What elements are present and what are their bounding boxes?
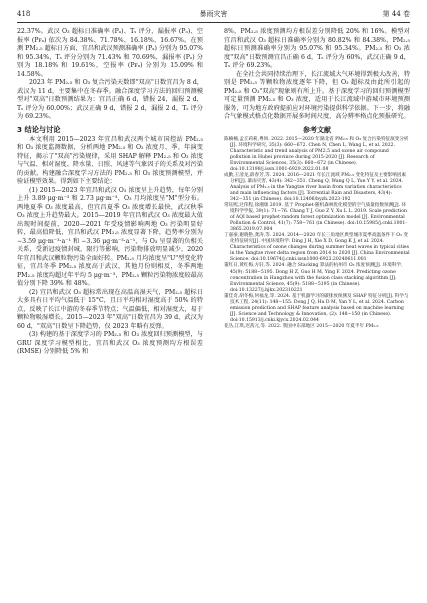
right-column bbox=[224, 28, 410, 330]
section-heading-conclusions: 3 结论与讨论 bbox=[17, 124, 61, 134]
conclusion-paragraph-1: (1) 2015—2023 年宜昌和武汉 O₃ 浓度呈上升趋势，每年分别上升 3.89 μg·m⁻³ 和 2.73 μg·m⁻³，O₃ 月均浓度呈"M"型分布。两地夏季 O₃ 浓度最高，但宜昌夏季 O₃ 浓度增长最快，武汉秋季 O₃ 浓度上升趋势最大。2015—2019 年宜昌和武汉 O₃ 浓度最大值出现时间提前，2020—2021 年受疫情影响两地 O₃ 污染明显好转，最高值降低，宜昌和武汉 PM₂.₅ 浓度显著下降，趋势率分别为 −3.59 μg·m⁻³·a⁻¹ 和 −3.36 μg·m⁻³·a⁻¹，与 O₃ 呈显著的负相关关系，受新冠疫情封城、限行等影响，污染物排放明显减少，2020 年宜昌和武汉颗粒物污染全面好转。PM₂.₅ 月均浓度呈"U"型变化特征，宜昌冬季 PM₂.₅ 浓度高于武汉，其他月份则相反，冬季两地 PM₂.₅ 浓度均超过年平均 5 μg·m⁻³，PM₂.₅ 颗粒污染物浓度较最高值分别下降 39% 和 48%。 bbox=[17, 186, 203, 287]
reference-list bbox=[224, 137, 410, 331]
reference-item: 花丛,江琪,迟茜元,等. 2022. 我国中东部地区 2015—2020 年夏半年 PM₂.₅ bbox=[224, 323, 379, 329]
volume-label: 第 44 卷 bbox=[382, 10, 410, 18]
reference-item: 常钰熙,过伟程,徐湘康 2019. 基于 Prophet-随机森林优化模型的空气质量指数预测[J]. 环境科学学报, 39(1): 71−76. Chang T J, Guo Z Y, Xu L L. 2019. Scale prediction of AQI based prophet-random forest optimization model [J]. Environmental Pollution & Control, 41(7): 758−761 (in Chinese). doi:10.15985/j.cnki.1001-3865.2019.07.004 bbox=[224, 203, 407, 233]
conclusion-paragraph-2: (2) 宜昌和武汉 O₃ 超标常出现在高温高湿天气，PM₂.₅ 超标日大多具有日平均气温低于 15°C，且日平均相对湿度高于 50% 的特点，反映了长江中游的冬春季节特点；气温偏低，相对湿度大，易于颗粒物吸湿增长。2015—2023 年"双高"日数宜昌为 39 d，武汉为 60 d，"双高"日数呈下降趋势，仅 2023 年略有反弹。 bbox=[17, 288, 203, 330]
conclusion-paragraph-intro: 本文利用 2015—2023 年宜昌和武汉两个城市国控站 PM₂.₅ 和 O₃ 浓度监测数据，分析两地 PM₂.₅ 和 O₃ 浓度月、季、年演变特征，揭示了"双高"污染规律，采用 SHAP 解释 PM₂.₅ 和 O₃ 浓度与气温、相对湿度、降水量、日照、风速等气象因子的关系及对污染的贡献，构建融合深度学习方法的 PM₂.₅ 和 O₃ 浓度预测模型，并验证模型效果。得到如下主要结论： bbox=[17, 135, 203, 185]
results-paragraph-1: 22.37%。武汉 O₃ 超标日准确率 (Pₐ)、Tₛ 评分、漏报率 (Pₒ)、空报率 (Pꜰₐ) 依次为 84.38%、71.78%、16.18%、16.67%。在预测 PM₂.₅ 超标日方面，宜昌和武汉预测准确率 (Pₐ) 分别为 95.07% 和 95.34%，Tₛ 评分分别为 71.43% 和 70.69%，漏报率 (Pₒ) 分别为 18.18% 和 19.61%，空报率 (Pꜰₐ) 分别为 15.09% 和 14.58%。 bbox=[17, 28, 203, 78]
reference-item: 董佳奇,胡冬梅,何福龙,等. 2024. 基于机器学习的碳排放预测及 SHAP 特征分析[J]. 科学与技术工程, 24(11): 148−155. Dong J Q, Hu D M, Yan Y L, et al. 2024. Carbon emission prediction and SHAP feature analysis based on machine learning [J]. Science and Technology & Innovation, (2): 148−150 (in Chinese). doi:10.15913/j.cnki.kjycx.2024.02.044 bbox=[224, 293, 409, 323]
reference-item: 丁嘉豪,谢晓艳,龚涛,等. 2024. 2014—2020 年长三角地区典型城市夏季高温条件下 O₃ 变化特征研究[J]. 中国环境科学. Ding J H, Xie X D, Gong K J, et al. 2024. Characteristics of ozone changes during summer heat waves in typical cities in the Yangtze river delta region from 2014 to 2020 [J]. China Environmental Science. doi:10.19674/j.cnki.issn1000-6923.20240611.001 bbox=[224, 233, 410, 263]
journal-title: 暴雨灾害 bbox=[199, 10, 228, 18]
references-heading: 参考文献 bbox=[303, 125, 331, 134]
discussion-paragraph: 在全社会共同持续治理下，长江流域大气环境得到极大改善，特别是 PM₂.₅ 等颗粒物浓度逐年下降，但 O₃ 超标及由此所引起的 PM₂.₅ 和 O₃"双高"现象则有所上升。基于深度学习的回归预测模型可定量预测 PM₂.₅ 和 O₃ 浓度，适用于长江流域中游城市环境预测服务，可为地方政府提前应对环境污染提供科学依据。下一步，将融合气象模式格点化数据开展多时间尺度、高分辨率格点化预报研究。 bbox=[224, 70, 410, 120]
reference-item: 陈楠楠,孟丘莉莉,粤斑. 2022. 2015—2020 年湖北省 PM₂.₅ 和 O₃ 复合污染特征演变分析[J]. 环境科学研究, 35(3): 660−672. Chen N, Chen L, Wang L, et al. 2022. Characteristic and trend analysis of PM2.5 and ozone air compound pollution in Hubei province during 2015-2020 [J]. Research of Environmental Sciences, 35(3): 660−672 (in Chinese). doi:10.13198/j.issn.1001-6929.2022.01.08 bbox=[224, 136, 409, 172]
reference-item: 董红日,黄红梅,方轩,等. 2024. 融合 Stacking 算法的杭州市 O₃ 浓度预测[J]. 环境科学, 45(9): 5188−5195. Dong H Z, Guo H M, Ying F. 2024. Predicting ozone concentration in Hangzhou with the fusion class stacking algorithm [J]. Environmental Science, 45(9): 5188−5195 (in Chinese). doi:10.13227/j.hjkx.202310221 bbox=[224, 263, 403, 293]
page-number: 418 bbox=[17, 10, 31, 18]
conclusion-paragraph-3-continued: 8%，PM₂.₅ 浓度预测均方根误差分别降低 20% 和 16%。模型对宜昌和武汉 O₃ 超标日准确率分别为 80.82% 和 84.38%，PM₂.₅ 超标日预测准确率分别为 95.07% 和 95.34%。PM₂.₅ 和 O₃ 浓度"双高"日数预测宜昌正确 6 d，Tₛ 评分为 60%，武汉正确 9 d，Tₛ 评分 69.23%。 bbox=[224, 28, 410, 69]
results-paragraph-2: 2023 年 PM₂.₅ 和 O₃ 复合污染天数即"双高"日数宜昌为 8 d，武汉为 11 d，主要集中在冬春季。融合深度学习方法的回归预测模型对"双高"日数预测结果为：宜昌正确 6 d，错报 24，漏报 2 d，Tₛ 评分为 60.00%；武汉正确 9 d，错报 2 d，漏报 2 d，Tₛ 评分为 69.23%。 bbox=[17, 79, 203, 120]
conclusion-paragraph-3: (3) 构建的基于深度学习的 PM₂.₅ 和 O₃ 浓度回归预测模型，与 GRU 深度学习模型相比，宜昌和武汉 O₃ 浓度预测均方根误差 (RMSE) 分别降低 5% 和 bbox=[17, 331, 203, 355]
reference-item: 成勤,王清龙,薛春芳,等. 2024. 2016—2021 年长江流域 PM₂.₅ 变化特征及主要影响因素分析[J]. 暴雨灾害, 43(4): 342−351. Cheng Q, Wang Q L, Yue Y Y, et al. 2024. Analysis of PM₂.₅ in the Yangtze river basin from variation characteristics and main influencing factors [J]. Torrential Rain and Disasters, 43(4): 342−351 (in Chinese). doi:10.12406/byzh.2023-192 bbox=[224, 172, 407, 202]
running-header bbox=[17, 8, 410, 23]
left-column bbox=[17, 28, 203, 357]
